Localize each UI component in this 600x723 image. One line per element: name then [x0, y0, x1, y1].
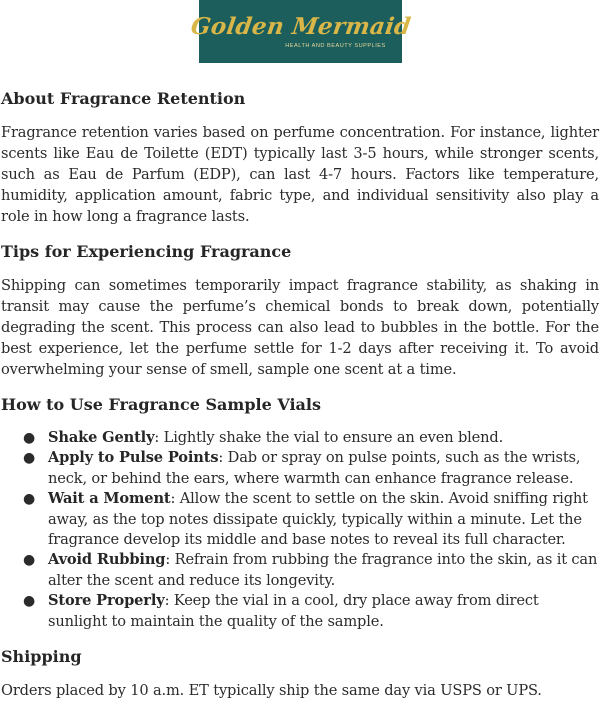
logo-title: Golden Mermaid — [188, 13, 413, 40]
bullet-icon: ● — [23, 430, 36, 446]
section-experiencing-tips — [1, 241, 599, 380]
section-body: Fragrance retention varies based on perfume concentration. For instance, lighter scents like Eau de Toilette (EDT) typically last 3-5 hours, while stronger scents, such as Eau de Parfum (EDP), can last 4-7 hours. Factors like temperature, humidity, application amount, fabric type, and individual sensitivity also play a role in how long a fragrance lasts. — [1, 124, 599, 225]
tip-text: : Lightly shake the vial to ensure an even blend. — [154, 429, 504, 446]
section-heading: How to Use Fragrance Sample Vials — [1, 395, 321, 414]
tip-text: : Dab or spray on pulse points, such as the wrists, neck, or behind the ears, where warmth can enhance fragrance release. — [48, 449, 581, 487]
section-heading: Tips for Experiencing Fragrance — [1, 242, 292, 261]
list-item — [1, 428, 599, 448]
list-item — [1, 489, 599, 550]
section-heading: About Fragrance Retention — [1, 89, 246, 108]
tip-text: : Allow the scent to settle on the skin. Avoid sniffing right away, as the top notes dissipate quickly, typically within a minute. Let the fragrance develop its middle and base notes to reveal its full character. — [48, 490, 588, 549]
list-item — [1, 550, 599, 591]
section-body: Orders placed by 10 a.m. ET typically ship the same day via USPS or UPS. — [1, 682, 542, 700]
brand-logo — [188, 0, 413, 63]
bullet-icon: ● — [23, 491, 36, 508]
tip-text: : Refrain from rubbing the fragrance into the skin, as it can alter the scent and reduce its longevity. — [48, 551, 598, 589]
tip-text: : Keep the vial in a cool, dry place away from direct sunlight to maintain the quality of the sample. — [48, 592, 539, 630]
section-heading: Shipping — [1, 647, 82, 667]
list-item — [1, 448, 599, 489]
tip-title: Store Properly — [48, 592, 165, 610]
section-shipping — [1, 646, 599, 701]
section-sample-vials — [1, 394, 599, 632]
bullet-icon: ● — [23, 450, 36, 467]
tip-title: Wait a Moment — [48, 490, 171, 508]
section-body: Shipping can sometimes temporarily impact fragrance stability, as shaking in transit may cause the perfume’s chemical bonds to break down, potentially degrading the scent. This process can also lead to bubbles in the bottle. For the best experience, let the perfume settle for 1-2 days after receiving it. To avoid overwhelming your sense of smell, sample one scent at a time. — [1, 277, 599, 378]
bullet-icon: ● — [23, 552, 36, 569]
bullet-icon: ● — [23, 593, 36, 610]
article-content — [1, 88, 599, 701]
tip-title: Shake Gently — [48, 429, 155, 446]
tip-title: Avoid Rubbing — [48, 551, 166, 569]
section-fragrance-retention — [1, 88, 599, 227]
tip-title: Apply to Pulse Points — [48, 449, 219, 467]
logo-subtitle: HEALTH AND BEAUTY SUPPLIES — [285, 43, 386, 49]
list-item — [1, 591, 599, 632]
vial-tips-list — [1, 428, 599, 632]
